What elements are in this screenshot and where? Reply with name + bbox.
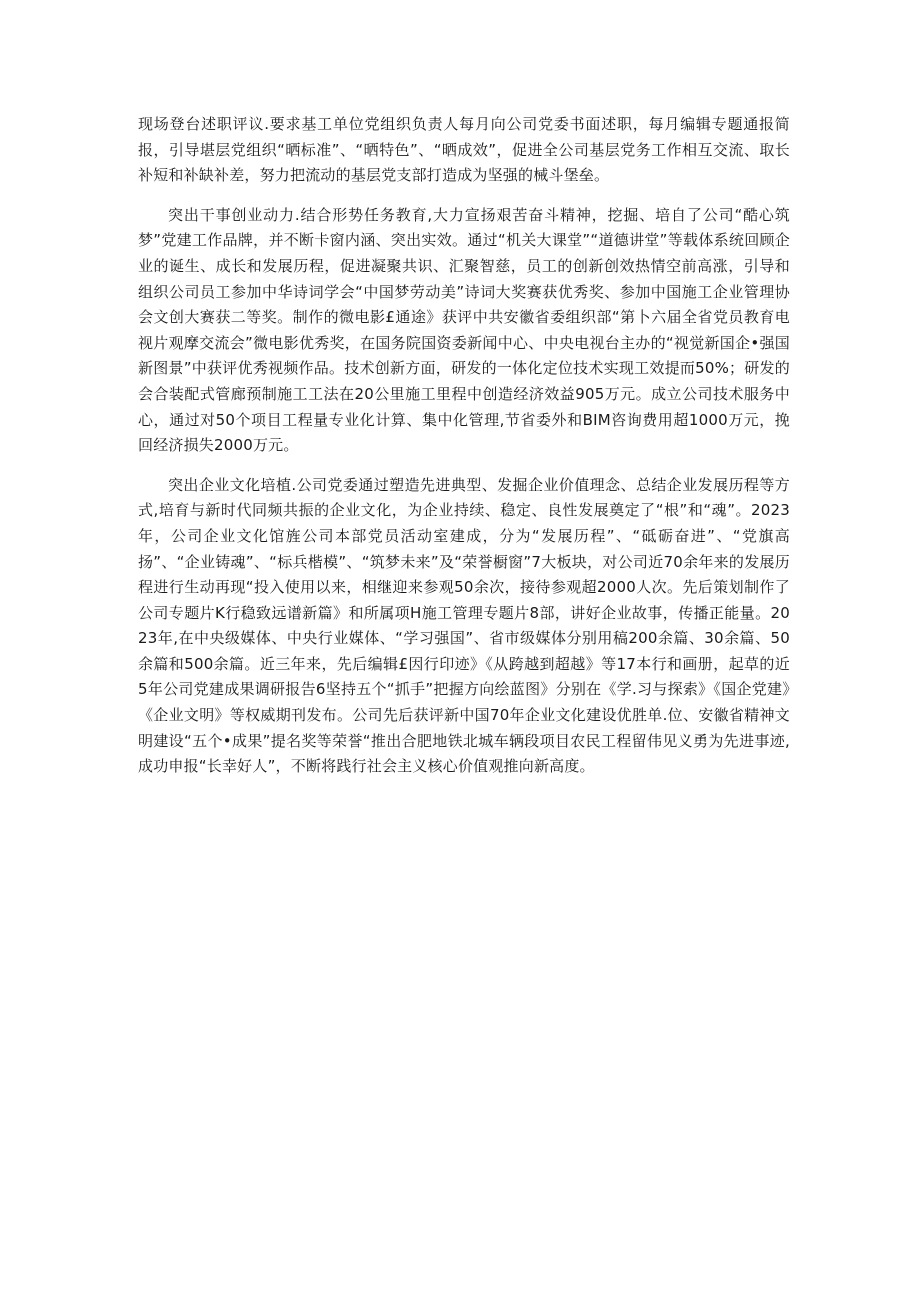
paragraph-entrepreneurship: 突出干事创业动力.结合形势任务教育,大力宣扬艰苦奋斗精神，挖掘、培自了公司“酷心筑梦”党建工作品牌，并不断卡窗内涵、突出实效。通过“机关大课堂”“道德讲堂”等载体系统回顾企业的诞生、成长和发展历程，促进凝聚共识、汇聚智慈，员工的创新创效热情空前高涨，引导和组织公司员工参加中华诗词学会“中国梦劳动美”诗词大奖赛获优秀奖、参加中国施工企业管理协会文创大赛获二等奖。制作的微电影£通途》获评中共安徽省委组织部“第卜六届全省党员教育电视片观摩交流会”微电影优秀奖，在国务院国资委新闻中心、中央电视台主办的“视觉新国企•强国新图景”中获评优秀视频作品。技术创新方面，研发的一体化定位技术实现工效提而50%；研发的会合装配式管廊预制施工工法在20公里施工里程中创造经济效益905万元。成立公司技术服务中心，通过对50个项目工程量专业化计算、集中化管理,节省委外和BIM咨询费用超1000万元，挽回经济损失2000万元。 bbox=[138, 205, 790, 455]
document-body bbox=[138, 112, 790, 794]
paragraph-corporate-culture: 突出企业文化培植.公司党委通过塑造先进典型、发掘企业价值理念、总结企业发展历程等方式,培育与新时代同频共振的企业文化，为企业持续、稳定、良性发展奠定了“根”和“魂”。2023年，公司企业文化馆旌公司本部党员活动室建成，分为“发展历程”、“砥砺奋进”、“党旗高扬”、“企业铸魂”、“标兵楷模”、“筑梦未来”及“荣誉橱窗”7大板块，对公司近70余年来的发展历程进行生动再现“投入使用以来，相继迎来参观50余次，接待参观超2000人次。先后策划制作了公司专题片K行稳致远谱新篇》和所属项H施工管理专题片8部，讲好企业故事，传播正能量。2023年,在中央级媒体、中央行业媒体、“学习强国”、省市级媒体分别用稿200余篇、30余篇、50余篇和500余篇。近三年来，先后编辑£因行印迹》《从跨越到超越》等17本行和画册，起草的近5年公司党建成果调研报告6坚持五个“抓手”把握方向绘蓝图》分别在《学.习与探索》《国企党建》《企业文明》等权威期刊发布。公司先后获评新中国70年企业文化建设优胜单.位、安徽省精神文明建设“五个•成果”提名奖等荣誉“推出合肥地铁北城车辆段项目农民工程留伟见义勇为先进事迹,成功申报“长幸好人”，不断将践行社会主义核心价值观推向新高度。 bbox=[138, 475, 790, 776]
paragraph-continuation: 现场登台述职评议.要求基工单位党组织负责人每月向公司党委书面述职，每月编辑专题通报简报，引导堪层党组织“晒标准”、“晒特色”、“晒成效”，促进全公司基层党务工作相互交流、取长补短和补缺补差，努力把流动的基层党支部打造成为坚强的械斗堡垒。 bbox=[138, 115, 790, 185]
